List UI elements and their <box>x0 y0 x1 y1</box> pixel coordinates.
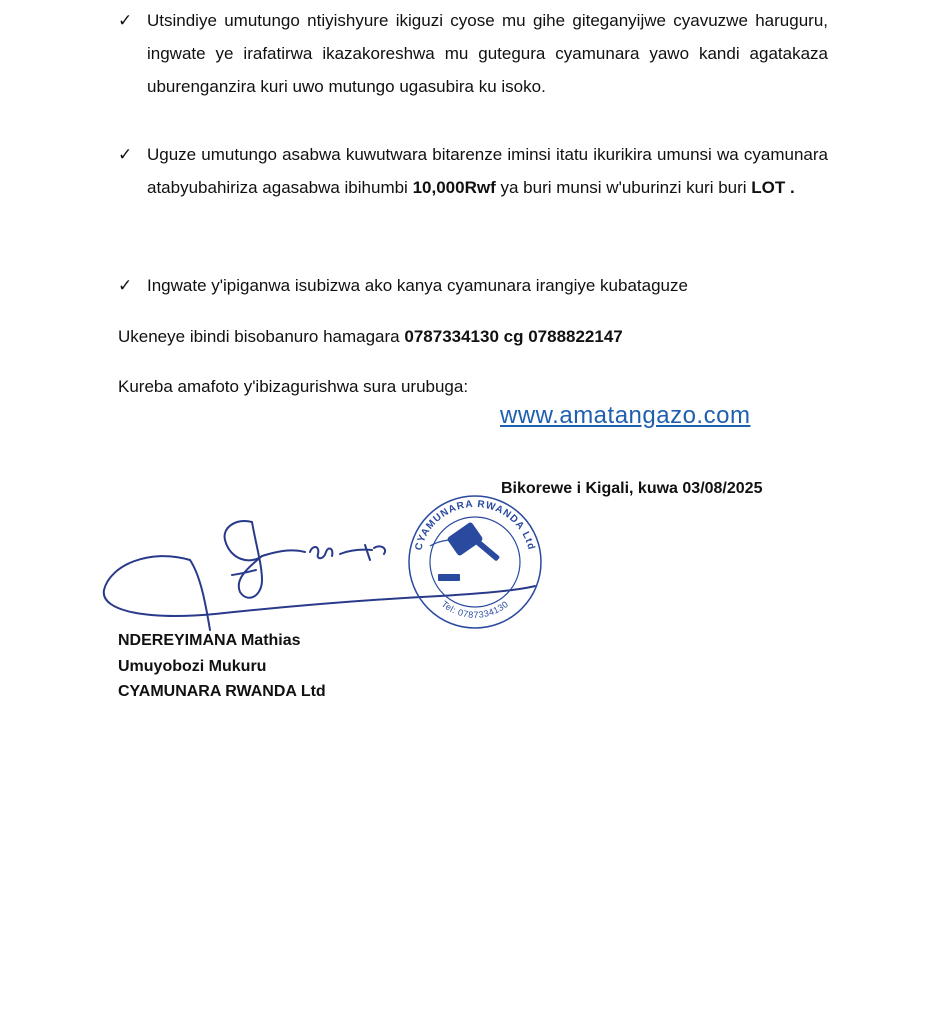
stamp-company-text: CYAMUNARA RWANDA Ltd <box>413 498 537 552</box>
website-link[interactable]: www.amatangazo.com <box>500 402 751 429</box>
checkmark-icon: ✓ <box>118 145 133 164</box>
bullet-text-2-part-b: ya buri munsi w'uburinzi kuri buri <box>500 178 747 197</box>
checkmark-icon: ✓ <box>118 11 133 30</box>
photos-label: Kureba amafoto y'ibizagurishwa sura urubuga: <box>118 377 469 396</box>
signatory-title: Umuyobozi Mukuru <box>118 658 267 675</box>
checkmark-icon: ✓ <box>118 276 133 295</box>
dateline: Bikorewe i Kigali, kuwa 03/08/2025 <box>501 480 763 497</box>
bullet-text-3: Ingwate y'ipiganwa isubizwa ako kanya cyamunara irangiye kubataguze <box>147 276 688 295</box>
lot-label: LOT . <box>751 178 795 197</box>
bullet-text-1: Utsindiye umutungo ntiyishyure ikiguzi cyose mu gihe giteganyijwe cyavuzwe haruguru, ingwate ye irafatirwa ikazakoreshwa mu gutegura cyamunara yawo kandi agatakaza uburenganzira kuri uwo mutungo ugasubira ku isoko. <box>147 11 828 96</box>
signatory-company: CYAMUNARA RWANDA Ltd <box>118 683 326 700</box>
signatory-name: NDEREYIMANA Mathias <box>118 632 301 649</box>
stamp-tel-text: Tel: 0787334130 <box>439 598 511 620</box>
company-stamp <box>400 490 550 630</box>
contact-prefix: Ukeneye ibindi bisobanuro hamagara <box>118 327 400 346</box>
contact-phones: 0787334130 cg 0788822147 <box>404 327 623 346</box>
penalty-amount: 10,000Rwf <box>412 178 496 197</box>
svg-text:Tel: 0787334130 <box>440 599 511 620</box>
bullet-text-2-part-a: Uguze umutungo asabwa kuwutwara bitarenze iminsi itatu ikurikira umunsi wa cyamunara atabyubahiriza agasabwa ibihumbi <box>147 145 828 197</box>
